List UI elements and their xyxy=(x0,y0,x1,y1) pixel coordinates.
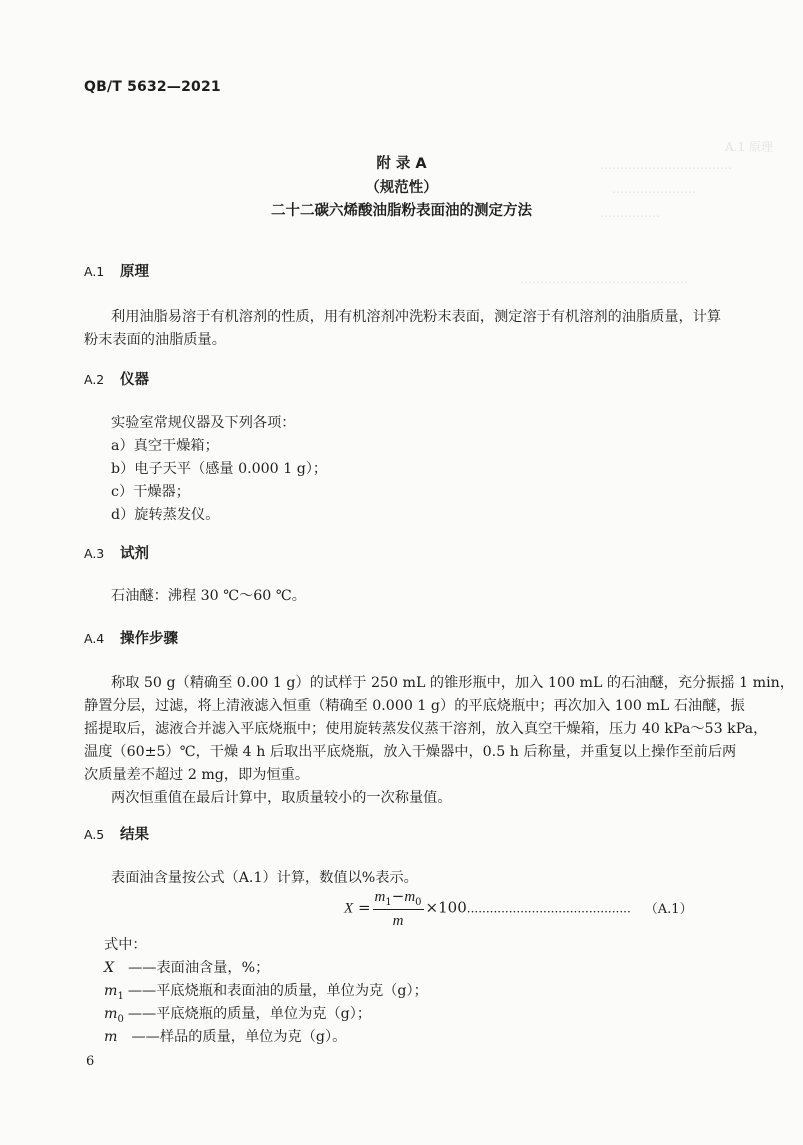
section-name: 原理 xyxy=(120,264,149,280)
formula-times: ×100 xyxy=(425,898,467,917)
paragraph: 表面油含量按公式（A.1）计算，数值以%表示。 xyxy=(111,870,418,886)
var-desc: ——平底烧瓶的质量，单位为克（g）； xyxy=(127,1006,372,1022)
formula-lhs: X xyxy=(344,900,354,917)
section-name: 试剂 xyxy=(120,546,149,562)
minus-sign: − xyxy=(391,887,405,905)
section-number: A.5 xyxy=(84,827,105,842)
section-a4-heading xyxy=(84,627,178,648)
variable-definition xyxy=(104,957,269,979)
page-number: 6 xyxy=(86,1054,95,1069)
paragraph-line: 次质量差不超过 2 mg，即为恒重。 xyxy=(84,767,310,783)
formula-a1 xyxy=(344,887,693,930)
formula-numerator xyxy=(373,887,424,910)
paragraph-line: 称取 50 g（精确至 0.00 1 g）的试样于 250 mL 的锥形瓶中，加入 100 mL 的石油醚，充分振摇 1 min， xyxy=(111,675,794,691)
variable-definition xyxy=(104,1026,346,1048)
where-label: 式中： xyxy=(104,937,147,953)
section-number: A.2 xyxy=(84,372,105,387)
paragraph: 粉末表面的油脂质量。 xyxy=(84,332,226,348)
annex-label: 附 录 A xyxy=(376,156,427,172)
var-subscript: 1 xyxy=(117,990,124,1002)
variable-definition xyxy=(104,1003,371,1025)
var-desc: ——表面油含量，%； xyxy=(128,960,270,976)
formula-dots: ........................................... xyxy=(466,901,631,916)
formula-eq: = xyxy=(357,898,371,917)
paragraph: 实验室常规仪器及下列各项： xyxy=(111,415,296,431)
list-item: c）干燥器； xyxy=(111,484,190,500)
var-symbol: X xyxy=(104,960,115,976)
paragraph: 利用油脂易溶于有机溶剂的性质，用有机溶剂冲洗粉末表面，测定溶于有机溶剂的油脂质量，计算 xyxy=(111,309,722,325)
section-a3-heading xyxy=(84,542,149,563)
paragraph-line: 温度（60±5）℃，干燥 4 h 后取出平底烧瓶，放入干燥器中，0.5 h 后称量，并重复以上操作至前后两 xyxy=(84,744,737,760)
paragraph-line: 摇提取后，滤液合并滤入平底烧瓶中；使用旋转蒸发仪蒸干溶剂，放入真空干燥箱，压力 40 kPa～53 kPa， xyxy=(84,721,768,737)
section-a2-heading xyxy=(84,368,149,389)
section-a1-heading xyxy=(84,260,149,281)
formula-ref: （A.1） xyxy=(644,901,693,917)
subscript: 1 xyxy=(385,897,392,908)
variable-definition xyxy=(104,980,428,1002)
var-symbol: m xyxy=(104,1006,118,1022)
var-desc: ——样品的质量，单位为克（g）。 xyxy=(131,1029,347,1045)
list-item: a）真空干燥箱； xyxy=(111,438,219,454)
section-number: A.3 xyxy=(84,546,105,561)
section-name: 仪器 xyxy=(120,372,149,388)
list-item: d）旋转蒸发仪。 xyxy=(111,507,220,523)
formula-denominator xyxy=(373,910,424,930)
section-number: A.1 xyxy=(84,264,105,279)
section-name: 结果 xyxy=(120,827,149,843)
var-symbol: m xyxy=(104,1029,118,1045)
paragraph: 石油醚：沸程 30 ℃～60 ℃。 xyxy=(111,588,306,604)
formula-fraction xyxy=(373,887,424,930)
var-desc: ——平底烧瓶和表面油的质量，单位为克（g）； xyxy=(127,983,428,999)
section-name: 操作步骤 xyxy=(120,631,178,647)
section-a5-heading xyxy=(84,823,149,844)
subscript: 0 xyxy=(415,897,422,908)
standard-number: QB/T 5632—2021 xyxy=(84,79,221,95)
list-item: b）电子天平（感量 0.000 1 g）； xyxy=(111,461,328,477)
paragraph-line: 静置分层，过滤，将上清液滤入恒重（精确至 0.000 1 g）的平底烧瓶中；再次加入 100 mL 石油醚，振 xyxy=(84,698,745,714)
var-subscript: 0 xyxy=(117,1013,124,1025)
section-number: A.4 xyxy=(84,631,105,646)
var-m: m xyxy=(374,889,386,905)
annex-type: （规范性） xyxy=(365,180,438,196)
var-m: m xyxy=(392,913,404,929)
var-symbol: m xyxy=(104,983,118,999)
annex-title: 二十二碳六烯酸油脂粉表面油的测定方法 xyxy=(271,203,532,219)
paragraph: 两次恒重值在最后计算中，取质量较小的一次称量值。 xyxy=(111,790,452,806)
var-m: m xyxy=(404,889,416,905)
